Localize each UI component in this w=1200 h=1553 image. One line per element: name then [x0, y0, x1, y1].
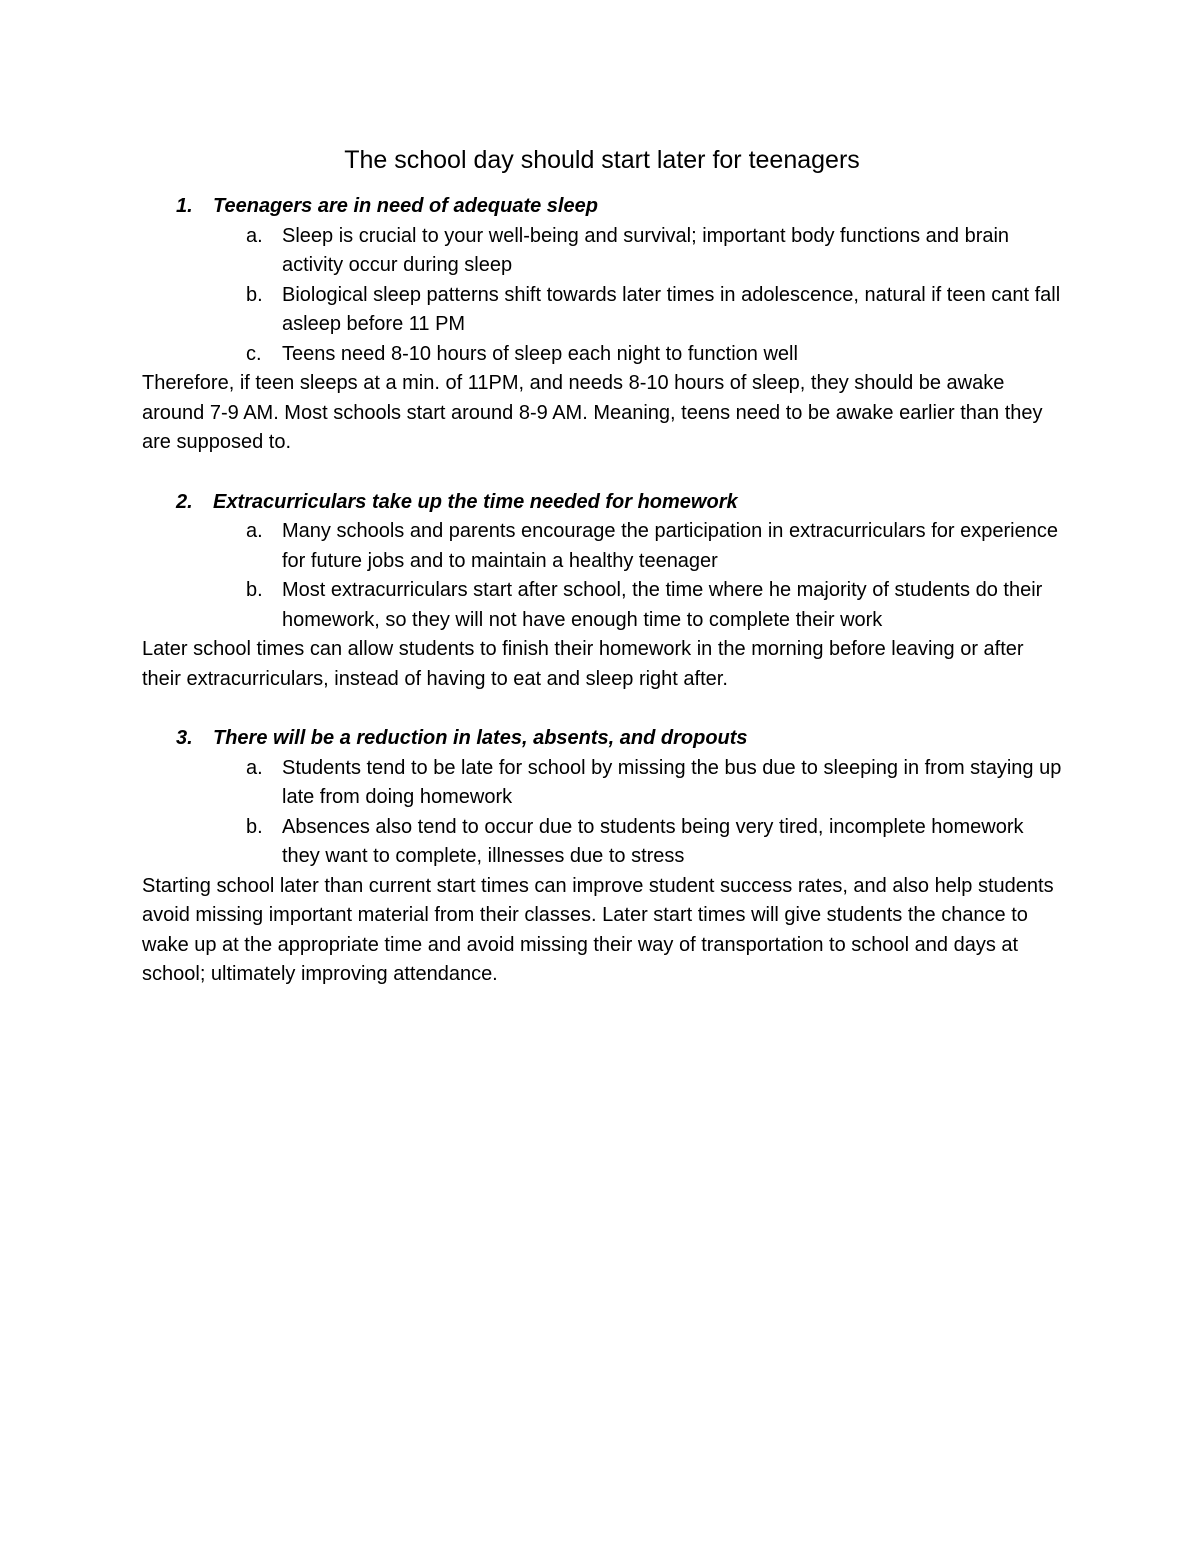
list-item: [142, 813, 1062, 872]
section-heading-text: There will be a reduction in lates, absents, and dropouts: [213, 727, 748, 749]
section-conclusion: Later school times can allow students to finish their homework in the morning before leaving or after their extracurriculars, instead of having to eat and sleep right after.: [142, 638, 1024, 690]
list-item-text: Sleep is crucial to your well-being and survival; important body functions and brain activity occur during sleep: [282, 224, 1010, 276]
section-heading: [142, 724, 1062, 754]
list-item-text: Many schools and parents encourage the participation in extracurriculars for experience for future jobs and to maintain a healthy teenager: [282, 520, 1058, 572]
section-2: [142, 488, 1062, 695]
list-item-letter: a.: [246, 520, 263, 542]
list-item: [142, 340, 1062, 370]
list-item: [142, 222, 1062, 281]
list-item: [142, 754, 1062, 813]
section-heading-text: Teenagers are in need of adequate sleep: [213, 195, 598, 217]
section-heading: [142, 488, 1062, 518]
list-item-letter: c.: [246, 342, 262, 365]
section-conclusion: Therefore, if teen sleeps at a min. of 11PM, and needs 8-10 hours of sleep, they should be awake around 7-9 AM. Most schools start around 8-9 AM. Meaning, teens need to be awake earlier than they are supposed to.: [142, 372, 1043, 453]
list-item-letter: b.: [246, 283, 263, 306]
document-title: The school day should start later for teenagers: [344, 146, 860, 174]
section-heading: [142, 192, 1062, 222]
list-item: [142, 576, 1062, 635]
list-item-letter: a.: [246, 756, 263, 779]
document-body: [142, 140, 1062, 990]
list-item-letter: a.: [246, 224, 263, 247]
section-number: 2.: [176, 490, 193, 513]
list-item: [142, 517, 1062, 576]
list-item-text: Absences also tend to occur due to students being very tired, incomplete homework they want to complete, illnesses due to stress: [282, 815, 1024, 867]
section-number: 3.: [176, 727, 193, 749]
section-conclusion: Starting school later than current start times can improve student success rates, and also help students avoid missing important material from their classes. Later start times will give students the chance to wake up at the appropriate time and avoid missing their way of transportation to school and days at school; ultimately improving attendance.: [142, 874, 1054, 985]
list-item-text: Teens need 8-10 hours of sleep each night to function well: [282, 342, 798, 365]
list-item-letter: b.: [246, 579, 263, 601]
list-item: [142, 281, 1062, 340]
list-item-text: Biological sleep patterns shift towards later times in adolescence, natural if teen cant fall asleep before 11 PM: [282, 283, 1061, 335]
section-heading-text: Extracurriculars take up the time needed for homework: [213, 490, 738, 513]
section-3: [142, 724, 1062, 990]
list-item-text: Most extracurriculars start after school, the time where he majority of students do their homework, so they will not have enough time to complete their work: [282, 579, 1043, 631]
section-1: [142, 192, 1062, 458]
list-item-letter: b.: [246, 815, 263, 838]
list-item-text: Students tend to be late for school by missing the bus due to sleeping in from staying up late from doing homework: [282, 756, 1062, 808]
section-number: 1.: [176, 195, 193, 217]
